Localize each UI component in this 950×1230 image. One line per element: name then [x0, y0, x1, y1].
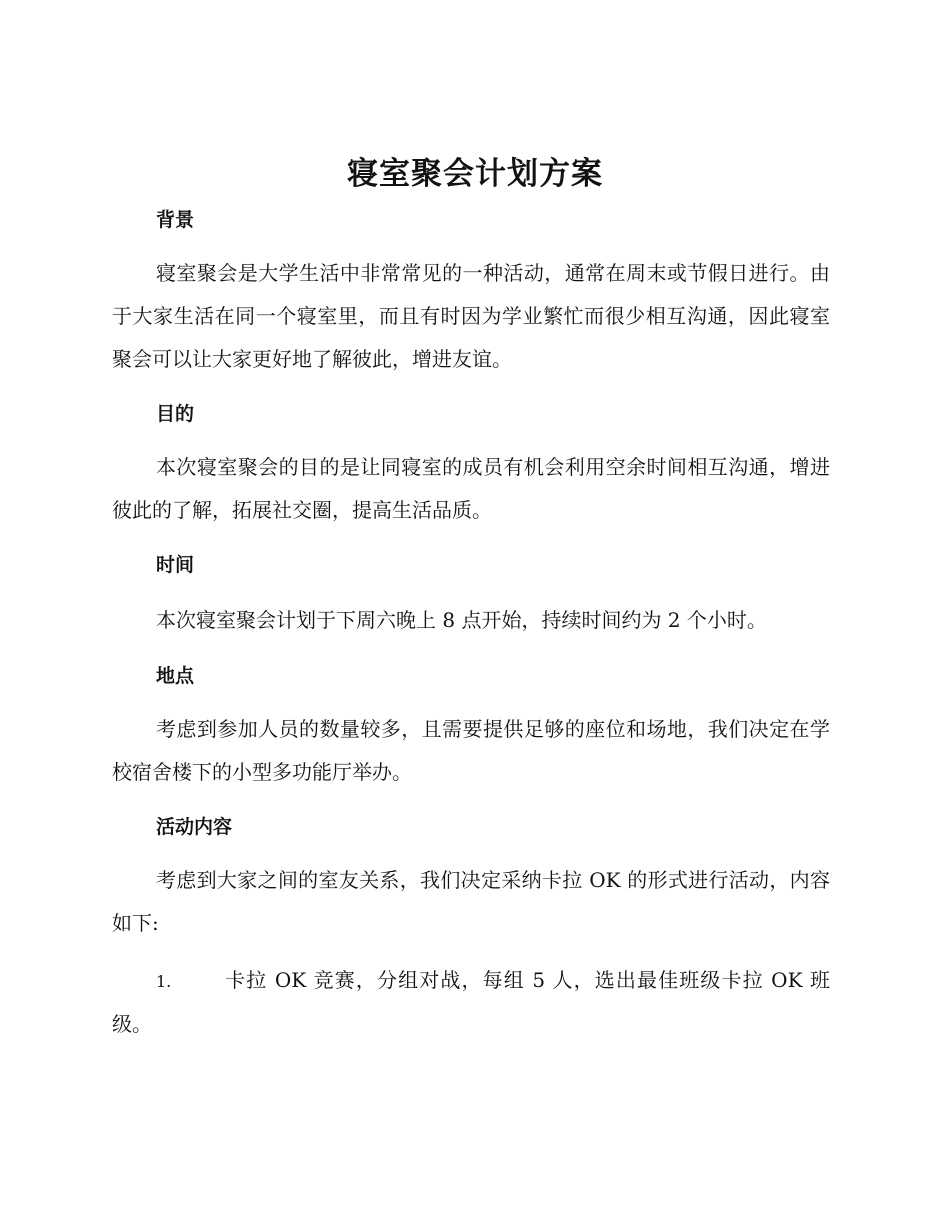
section-heading-location: 地点 — [156, 665, 195, 687]
section-heading-background: 背景 — [156, 209, 195, 231]
section-body-location: 考虑到参加人员的数量较多，且需要提供足够的座位和场地，我们决定在学校宿舍楼下的小型多功能厅举办。 — [112, 717, 830, 784]
section-body-purpose: 本次寝室聚会的目的是让同寝室的成员有机会利用空余时间相互沟通，增进彼此的了解，拓展社交圈，提高生活品质。 — [112, 455, 830, 522]
section-body-activities: 考虑到大家之间的室友关系，我们决定采纳卡拉 OK 的形式进行活动，内容如下: — [112, 868, 830, 935]
section-heading-activities: 活动内容 — [156, 816, 233, 838]
section-heading-purpose: 目的 — [156, 403, 195, 425]
list-item — [112, 959, 830, 1046]
document-title: 寝室聚会计划方案 — [347, 156, 603, 192]
list-item-text: 卡拉 OK 竞赛，分组对战，每组 5 人，选出最佳班级卡拉 OK 班级。 — [112, 968, 830, 1036]
section-body-background: 寝室聚会是大学生活中非常常见的一种活动，通常在周末或节假日进行。由于大家生活在同一个寝室里，而且有时因为学业繁忙而很少相互沟通，因此寝室聚会可以让大家更好地了解彼此，增进友谊。 — [112, 261, 830, 371]
list-item-number: 1. — [156, 972, 172, 991]
section-heading-time: 时间 — [156, 554, 195, 576]
section-body-time: 本次寝室聚会计划于下周六晚上 8 点开始，持续时间约为 2 个小时。 — [156, 608, 767, 632]
